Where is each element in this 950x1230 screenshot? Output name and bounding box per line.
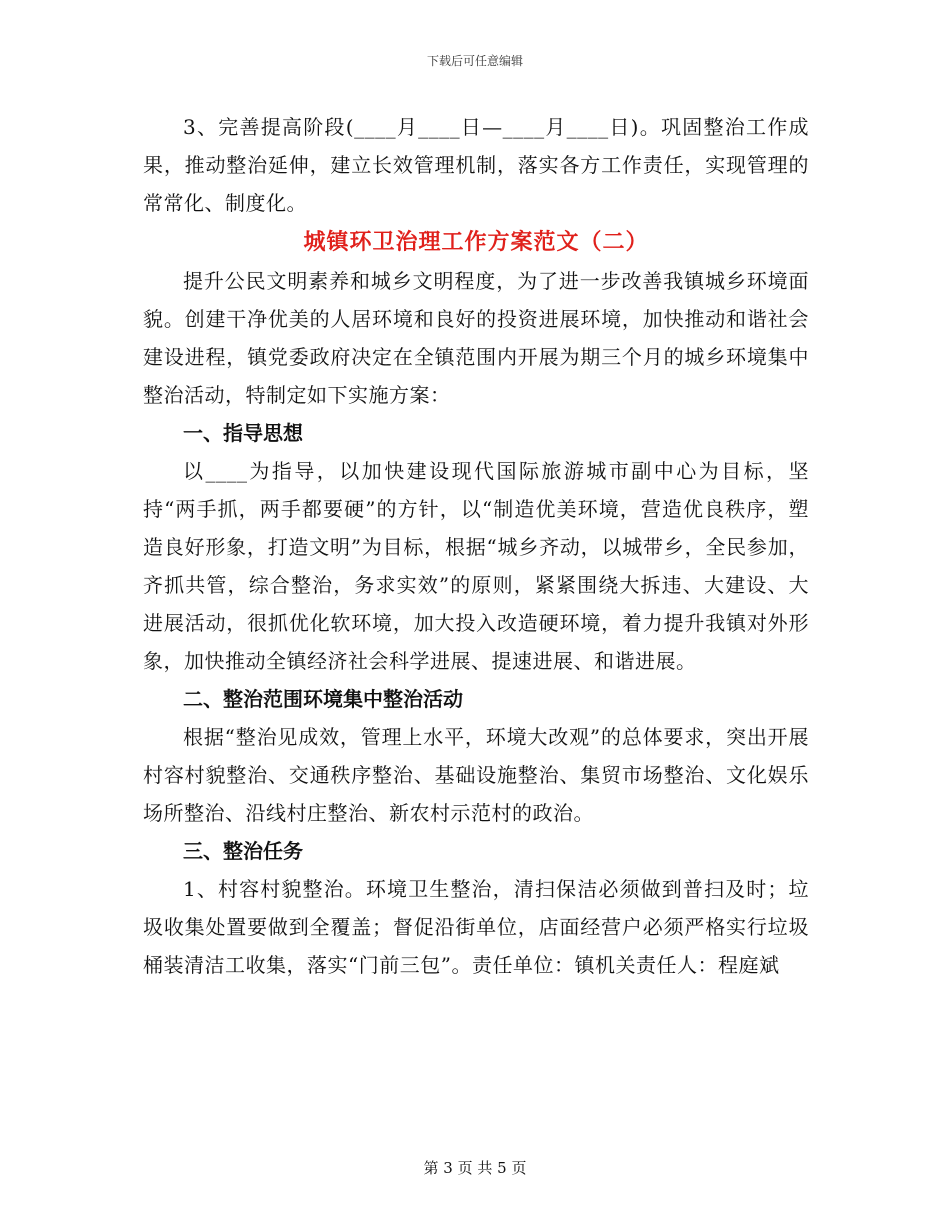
heading-guiding-ideology: 一、指导思想 bbox=[183, 421, 303, 445]
document-body bbox=[143, 108, 809, 984]
paragraph-stage-3: 3、完善提高阶段(____月____日—____月____日)。巩固整治工作成果，推动整治延伸，建立长效管理机制，落实各方工作责任，实现管理的常常化、制度化。 bbox=[143, 115, 809, 215]
heading-tasks: 三、整治任务 bbox=[183, 839, 303, 863]
paragraph-guiding-ideology: 以____为指导，以加快建设现代国际旅游城市副中心为目标，坚持“两手抓，两手都要硬”的方针，以“制造优美环境，营造优良秩序，塑造良好形象，打造文明”为目标，根据“城乡齐动，以城带乡，全民参加，齐抓共管，综合整治，务求实效”的原则，紧紧围绕大拆违、大建设、大进展活动，很抓优化软环境，加大投入改造硬环境，着力提升我镇对外形象，加快推动全镇经济社会科学进展、提速进展、和谐进展。 bbox=[143, 459, 809, 673]
section-title: 城镇环卫治理工作方案范文（二） bbox=[303, 229, 649, 255]
paragraph-task-1: 1、村容村貌整治。环境卫生整治，清扫保洁必须做到普扫及时；垃圾收集处置要做到全覆盖；督促沿街单位，店面经营户必须严格实行垃圾桶装清洁工收集，落实“门前三包”。责任单位：镇机关责任人：程庭斌 bbox=[143, 877, 809, 977]
paragraph-scope: 根据“整治见成效，管理上水平，环境大改观”的总体要求，突出开展村容村貌整治、交通秩序整治、基础设施整治、集贸市场整治、文化娱乐场所整治、沿线村庄整治、新农村示范村的政治。 bbox=[143, 725, 809, 825]
paragraph-intro: 提升公民文明素养和城乡文明程度，为了进一步改善我镇城乡环境面貌。创建干净优美的人居环境和良好的投资进展环境，加快推动和谐社会建设进程，镇党委政府决定在全镇范围内开展为期三个月的城乡环境集中整治活动，特制定如下实施方案： bbox=[143, 269, 809, 407]
heading-scope: 二、整治范围环境集中整治活动 bbox=[183, 687, 463, 711]
page-header: 下载后可任意编辑 bbox=[426, 54, 523, 68]
page-number: 第 3 页 共 5 页 bbox=[423, 1159, 527, 1177]
